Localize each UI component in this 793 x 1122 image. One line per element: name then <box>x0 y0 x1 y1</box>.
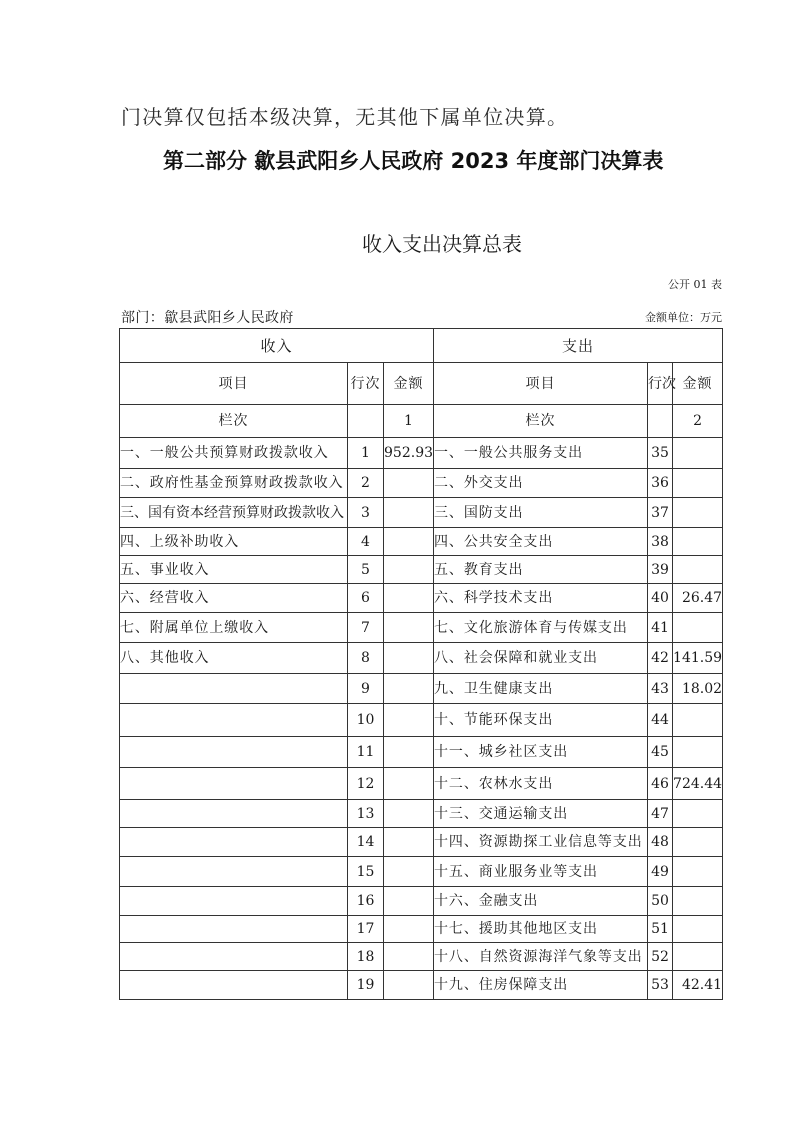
expense-item: 八、社会保障和就业支出 <box>434 643 648 674</box>
section-header-row <box>120 329 723 363</box>
expense-item: 十五、商业服务业等支出 <box>434 857 648 887</box>
expense-item: 三、国防支出 <box>434 498 648 528</box>
expense-amount <box>673 943 723 971</box>
expense-amount <box>673 438 723 469</box>
income-line-no: 2 <box>348 469 384 498</box>
income-amount <box>384 857 434 887</box>
income-amount <box>384 528 434 556</box>
income-amount <box>384 768 434 800</box>
income-amount <box>384 916 434 943</box>
expense-line-no: 52 <box>648 943 673 971</box>
income-amount <box>384 943 434 971</box>
income-item <box>120 916 348 943</box>
expense-line-no: 46 <box>648 768 673 800</box>
income-item: 八、其他收入 <box>120 643 348 674</box>
expense-item: 十八、自然资源海洋气象等支出 <box>434 943 648 971</box>
table-row <box>120 469 723 498</box>
income-amount <box>384 737 434 768</box>
expense-line-no-header: 行次 <box>648 363 673 405</box>
expense-amount <box>673 916 723 943</box>
income-item: 七、附属单位上缴收入 <box>120 613 348 643</box>
expense-amount: 141.59 <box>673 643 723 674</box>
income-line-no: 11 <box>348 737 384 768</box>
expense-amount: 26.47 <box>673 584 723 613</box>
part-heading: 第二部分 歙县武阳乡人民政府 2023 年度部门决算表 <box>163 149 664 173</box>
department-label: 部门：歙县武阳乡人民政府 <box>121 310 294 326</box>
income-line-no-blank <box>348 405 384 438</box>
expense-item: 十九、住房保障支出 <box>434 971 648 1000</box>
income-item: 二、政府性基金预算财政拨款收入 <box>120 469 348 498</box>
expense-item: 五、教育支出 <box>434 556 648 584</box>
income-line-no: 12 <box>348 768 384 800</box>
expense-amount <box>673 828 723 857</box>
expense-line-no: 37 <box>648 498 673 528</box>
income-amount: 952.93 <box>384 438 434 469</box>
table-row <box>120 800 723 828</box>
expense-line-no: 40 <box>648 584 673 613</box>
income-item <box>120 828 348 857</box>
table-row <box>120 584 723 613</box>
income-item: 三、国有资本经营预算财政拨款收入 <box>120 498 348 528</box>
expense-item: 十、节能环保支出 <box>434 704 648 737</box>
income-item <box>120 737 348 768</box>
table-row <box>120 438 723 469</box>
income-line-no: 4 <box>348 528 384 556</box>
income-amount <box>384 498 434 528</box>
income-line-no: 18 <box>348 943 384 971</box>
income-amount <box>384 469 434 498</box>
expense-column-no: 2 <box>673 405 723 438</box>
expense-line-no: 43 <box>648 674 673 704</box>
expense-line-no: 42 <box>648 643 673 674</box>
expense-item: 十三、交通运输支出 <box>434 800 648 828</box>
table-row <box>120 643 723 674</box>
expense-line-no: 44 <box>648 704 673 737</box>
expense-amount <box>673 528 723 556</box>
expense-amount <box>673 800 723 828</box>
expense-line-no: 51 <box>648 916 673 943</box>
amount-unit-label: 金额单位：万元 <box>645 311 722 324</box>
income-item <box>120 800 348 828</box>
income-column-no-label: 栏次 <box>120 405 348 438</box>
income-item: 四、上级补助收入 <box>120 528 348 556</box>
income-amount <box>384 613 434 643</box>
expense-amount-header: 金额 <box>673 363 723 405</box>
expense-amount <box>673 613 723 643</box>
income-item <box>120 943 348 971</box>
income-line-no: 17 <box>348 916 384 943</box>
table-row <box>120 857 723 887</box>
expense-section-header: 支出 <box>434 329 723 363</box>
income-line-no: 1 <box>348 438 384 469</box>
income-amount <box>384 828 434 857</box>
income-amount <box>384 800 434 828</box>
income-amount <box>384 704 434 737</box>
table-row <box>120 916 723 943</box>
income-item <box>120 887 348 916</box>
expense-line-no: 38 <box>648 528 673 556</box>
form-code: 公开 01 表 <box>668 278 722 291</box>
income-amount <box>384 971 434 1000</box>
income-line-no: 14 <box>348 828 384 857</box>
income-amount <box>384 674 434 704</box>
expense-item: 七、文化旅游体育与传媒支出 <box>434 613 648 643</box>
expense-amount <box>673 556 723 584</box>
table-row <box>120 828 723 857</box>
expense-line-no: 36 <box>648 469 673 498</box>
expense-item: 十四、资源勘探工业信息等支出 <box>434 828 648 857</box>
income-amount <box>384 643 434 674</box>
income-item: 五、事业收入 <box>120 556 348 584</box>
income-line-no: 19 <box>348 971 384 1000</box>
income-line-no: 5 <box>348 556 384 584</box>
income-amount <box>384 887 434 916</box>
expense-amount <box>673 469 723 498</box>
expense-amount <box>673 704 723 737</box>
income-line-no: 10 <box>348 704 384 737</box>
expense-line-no: 41 <box>648 613 673 643</box>
expense-amount: 724.44 <box>673 768 723 800</box>
expense-line-no: 53 <box>648 971 673 1000</box>
expense-item: 十六、金融支出 <box>434 887 648 916</box>
income-item <box>120 704 348 737</box>
table-row <box>120 704 723 737</box>
table-row <box>120 971 723 1000</box>
income-expense-table <box>119 328 723 1000</box>
income-line-no: 8 <box>348 643 384 674</box>
income-line-no-header: 行次 <box>348 363 384 405</box>
expense-line-no: 50 <box>648 887 673 916</box>
income-item: 六、经营收入 <box>120 584 348 613</box>
income-line-no: 13 <box>348 800 384 828</box>
table-row <box>120 768 723 800</box>
expense-line-no: 35 <box>648 438 673 469</box>
table-row <box>120 498 723 528</box>
income-item <box>120 674 348 704</box>
table-row <box>120 737 723 768</box>
table-row <box>120 674 723 704</box>
income-item-header: 项目 <box>120 363 348 405</box>
income-item <box>120 971 348 1000</box>
expense-amount <box>673 498 723 528</box>
expense-amount <box>673 737 723 768</box>
income-line-no: 7 <box>348 613 384 643</box>
expense-line-no: 48 <box>648 828 673 857</box>
expense-item: 十一、城乡社区支出 <box>434 737 648 768</box>
expense-amount <box>673 887 723 916</box>
expense-item-header: 项目 <box>434 363 648 405</box>
expense-amount: 42.41 <box>673 971 723 1000</box>
income-item <box>120 857 348 887</box>
expense-item: 四、公共安全支出 <box>434 528 648 556</box>
intro-paragraph-line: 门决算仅包括本级决算，无其他下属单位决算。 <box>121 105 569 129</box>
table-row <box>120 556 723 584</box>
expense-item: 十七、援助其他地区支出 <box>434 916 648 943</box>
income-section-header: 收入 <box>120 329 434 363</box>
income-line-no: 15 <box>348 857 384 887</box>
expense-item: 二、外交支出 <box>434 469 648 498</box>
column-number-row <box>120 405 723 438</box>
expense-line-no: 49 <box>648 857 673 887</box>
expense-line-no: 45 <box>648 737 673 768</box>
expense-column-no-label: 栏次 <box>434 405 648 438</box>
income-item: 一、一般公共预算财政拨款收入 <box>120 438 348 469</box>
expense-line-no-blank <box>648 405 673 438</box>
table-row <box>120 528 723 556</box>
income-line-no: 16 <box>348 887 384 916</box>
income-line-no: 9 <box>348 674 384 704</box>
expense-item: 六、科学技术支出 <box>434 584 648 613</box>
income-amount-header: 金额 <box>384 363 434 405</box>
expense-line-no: 47 <box>648 800 673 828</box>
table-row <box>120 613 723 643</box>
expense-item: 九、卫生健康支出 <box>434 674 648 704</box>
income-column-no: 1 <box>384 405 434 438</box>
income-line-no: 6 <box>348 584 384 613</box>
expense-line-no: 39 <box>648 556 673 584</box>
income-item <box>120 768 348 800</box>
expense-amount <box>673 857 723 887</box>
column-header-row <box>120 363 723 405</box>
income-line-no: 3 <box>348 498 384 528</box>
expense-item: 一、一般公共服务支出 <box>434 438 648 469</box>
income-amount <box>384 556 434 584</box>
table-row <box>120 943 723 971</box>
table-row <box>120 887 723 916</box>
expense-amount: 18.02 <box>673 674 723 704</box>
expense-item: 十二、农林水支出 <box>434 768 648 800</box>
table-title: 收入支出决算总表 <box>362 232 522 256</box>
income-amount <box>384 584 434 613</box>
